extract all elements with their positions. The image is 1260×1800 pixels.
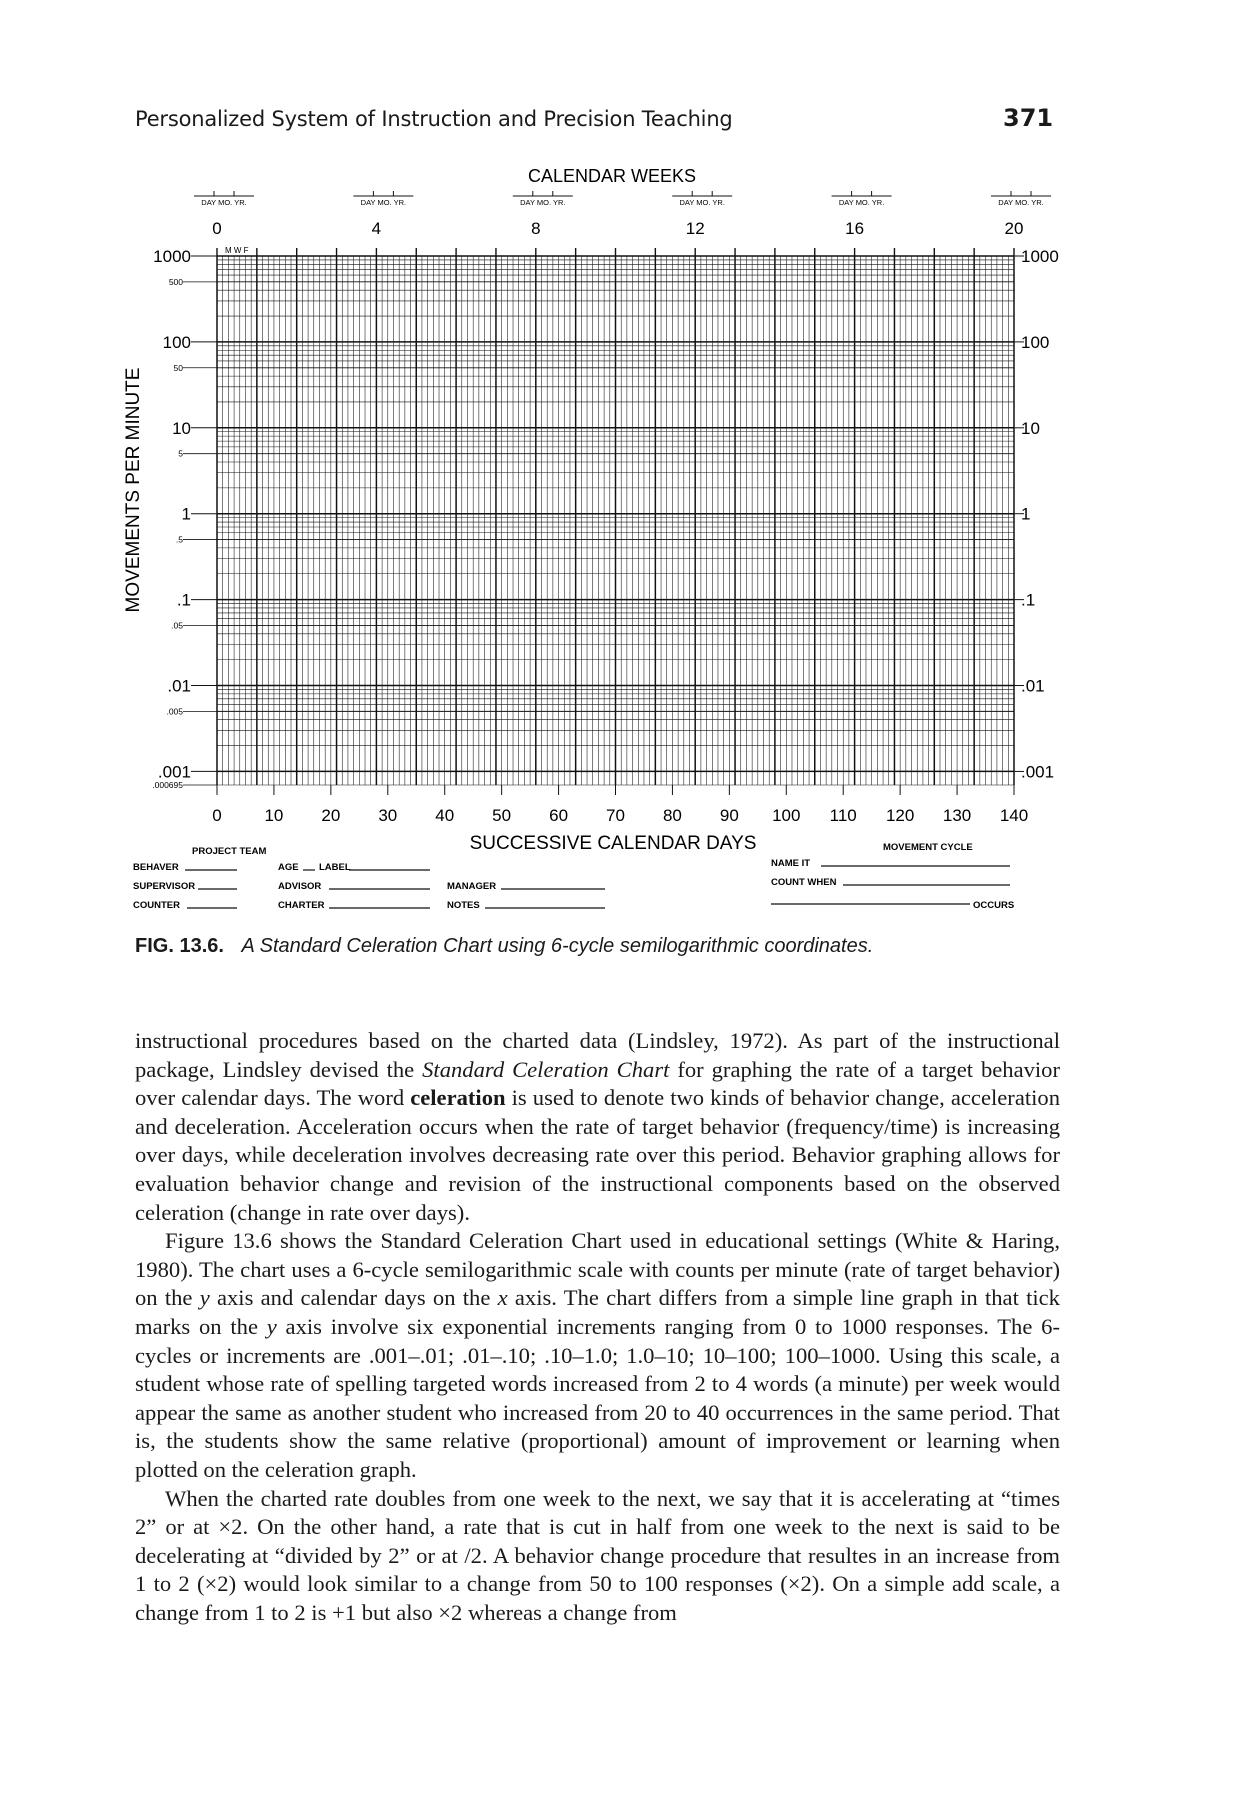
charter-field-label: CHARTER [278, 900, 325, 911]
y-tick-label-right: .001 [1021, 762, 1055, 782]
occurs-field-label: OCCURS [973, 900, 1015, 911]
y-tick-label-right: 100 [1021, 332, 1050, 352]
x-tick-label: 130 [942, 806, 972, 825]
advisor-field-label: ADVISOR [278, 881, 322, 892]
behaver-field-label: BEHAVER [133, 862, 179, 873]
week-tick-label: 20 [1004, 219, 1024, 238]
x-axis-label: SUCCESSIVE CALENDAR DAYS [469, 833, 757, 854]
notes-field-label: NOTES [447, 900, 480, 911]
date-header-label: DAY MO. YR. [679, 198, 725, 207]
date-header-label: DAY MO. YR. [998, 198, 1044, 207]
x-tick-label: 100 [772, 806, 801, 825]
week-header [194, 191, 1051, 256]
x-tick-label: 70 [606, 806, 625, 825]
counter-field-label: COUNTER [133, 900, 180, 911]
paragraph: When the charted rate doubles from one week to the next, we say that it is accelerating at “times 2” or at ×2. On the other hand, a rate that is cut in half from one week to the next is said to be decelerating at “divided by 2” or at /2. A behavior change procedure that resultes in an increase from 1 to 2 (×2) would look similar to a change from 50 to 100 responses (×2). On a simple add scale, a change from 1 to 2 is +1 but also ×2 whereas a change from [135, 1485, 1060, 1625]
y-tick-label-minor: .05 [171, 620, 183, 631]
day-marker-label: M W F [225, 246, 249, 255]
date-header-label: DAY MO. YR. [838, 198, 885, 207]
y-tick-label-minor: 500 [168, 276, 183, 287]
week-tick-label: 16 [845, 219, 865, 238]
week-tick-label: 4 [371, 219, 382, 238]
label-field-label: LABEL [319, 862, 351, 873]
x-tick-label: 40 [435, 806, 455, 825]
date-header-label: DAY MO. YR. [201, 198, 247, 207]
x-tick-label: 120 [885, 806, 915, 825]
x-tick-label: 60 [549, 806, 569, 825]
y-tick-label-right: .01 [1021, 676, 1045, 696]
x-tick-label: 110 [829, 806, 857, 825]
name-it-field-label: NAME IT [771, 858, 811, 869]
manager-field-label: MANAGER [447, 881, 497, 892]
body-text [135, 1027, 1060, 1627]
y-tick-label-right: 1 [1021, 504, 1031, 524]
y-tick-label-minor: .5 [175, 534, 183, 545]
chart-title: CALENDAR WEEKS [527, 166, 697, 186]
x-tick-label: 80 [662, 806, 682, 825]
standard-celeration-chart [123, 160, 1059, 920]
y-tick-label-right: 1000 [1021, 247, 1059, 266]
figure-caption [135, 935, 873, 958]
x-tick-label: 50 [492, 806, 512, 825]
week-tick-label: 8 [531, 219, 541, 238]
y-tick-label: 1 [181, 504, 191, 524]
y-tick-label-right: .1 [1021, 590, 1036, 610]
y-tick-label-minor: .000695 [152, 780, 183, 790]
page-number: 371 [1003, 104, 1054, 132]
count-when-field-label: COUNT WHEN [771, 877, 837, 888]
running-head: Personalized System of Instruction and Precision Teaching [135, 107, 733, 131]
y-axis-label: MOVEMENTS PER MINUTE [123, 367, 144, 613]
y-axis-right [1014, 247, 1059, 781]
y-tick-label: .001 [157, 762, 191, 782]
figure-label: FIG. 13.6. [135, 935, 224, 957]
y-axis-left [152, 247, 217, 790]
week-tick-label: 0 [212, 219, 222, 238]
date-header-label: DAY MO. YR. [360, 198, 407, 207]
supervisor-field-label: SUPERVISOR [133, 881, 196, 892]
x-axis [212, 785, 1028, 825]
y-tick-label-minor: 5 [178, 448, 183, 459]
date-header-label: DAY MO. YR. [520, 198, 566, 207]
x-tick-label: 30 [378, 806, 398, 825]
y-tick-label-right: 10 [1021, 418, 1040, 438]
x-tick-label: 20 [321, 806, 341, 825]
y-tick-label: 100 [162, 332, 191, 352]
x-tick-label: 140 [999, 806, 1029, 825]
x-tick-label: 90 [719, 806, 739, 825]
paragraph: Figure 13.6 shows the Standard Celeration Chart used in educational settings (White & Haring, 1980). The chart uses a 6-cycle semilogarithmic scale with counts per minute (rate of target behavior) on the y axis and calendar days on the x axis. The chart differs from a simple line graph in that tick marks on the y axis involve six exponential increments ranging from 0 to 1000 responses. The 6-cycles or increments are .001–.01; .01–.10; .10–1.0; 1.0–10; 10–100; 100–1000. Using this scale, a student whose rate of spelling targeted words increased from 2 to 4 words (a minute) per week would appear the same as another student who increased from 20 to 40 occurrences in the same period. That is, the students show the same relative (proportional) amount of improvement or learning when plotted on the celeration graph. [135, 1228, 1060, 1482]
y-tick-label: 10 [172, 418, 191, 438]
y-tick-label: .01 [167, 676, 191, 696]
y-tick-label: .1 [176, 590, 191, 610]
week-tick-label: 12 [685, 219, 705, 238]
paragraph: instructional procedures based on the charted data (Lindsley, 1972). As part of the instructional package, Lindsley devised the Standard Celeration Chart for graphing the rate of a target behavior over calendar days. The word celeration is used to denote two kinds of behavior change, acceleration and deceleration. Acceleration occurs when the rate of target behavior (frequency/time) is increasing over days, while deceleration involves decreasing rate over this period. Behavior graphing allows for evaluation behavior change and revision of the instructional components based on the observed celeration (change in rate over days). [135, 1028, 1060, 1225]
y-tick-label: 1000 [153, 247, 191, 266]
y-tick-label-minor: .005 [166, 706, 183, 717]
figure-caption-text: A Standard Celeration Chart using 6-cycle semilogarithmic coordinates. [241, 935, 874, 957]
movement-cycle-heading: MOVEMENT CYCLE [883, 842, 973, 853]
age-field-label: AGE [278, 862, 299, 873]
x-tick-label: 0 [212, 806, 222, 825]
chart-grid [217, 256, 1014, 785]
project-team-heading: PROJECT TEAM [192, 846, 267, 857]
x-tick-label: 10 [264, 806, 284, 825]
y-tick-label-minor: 50 [173, 362, 183, 373]
